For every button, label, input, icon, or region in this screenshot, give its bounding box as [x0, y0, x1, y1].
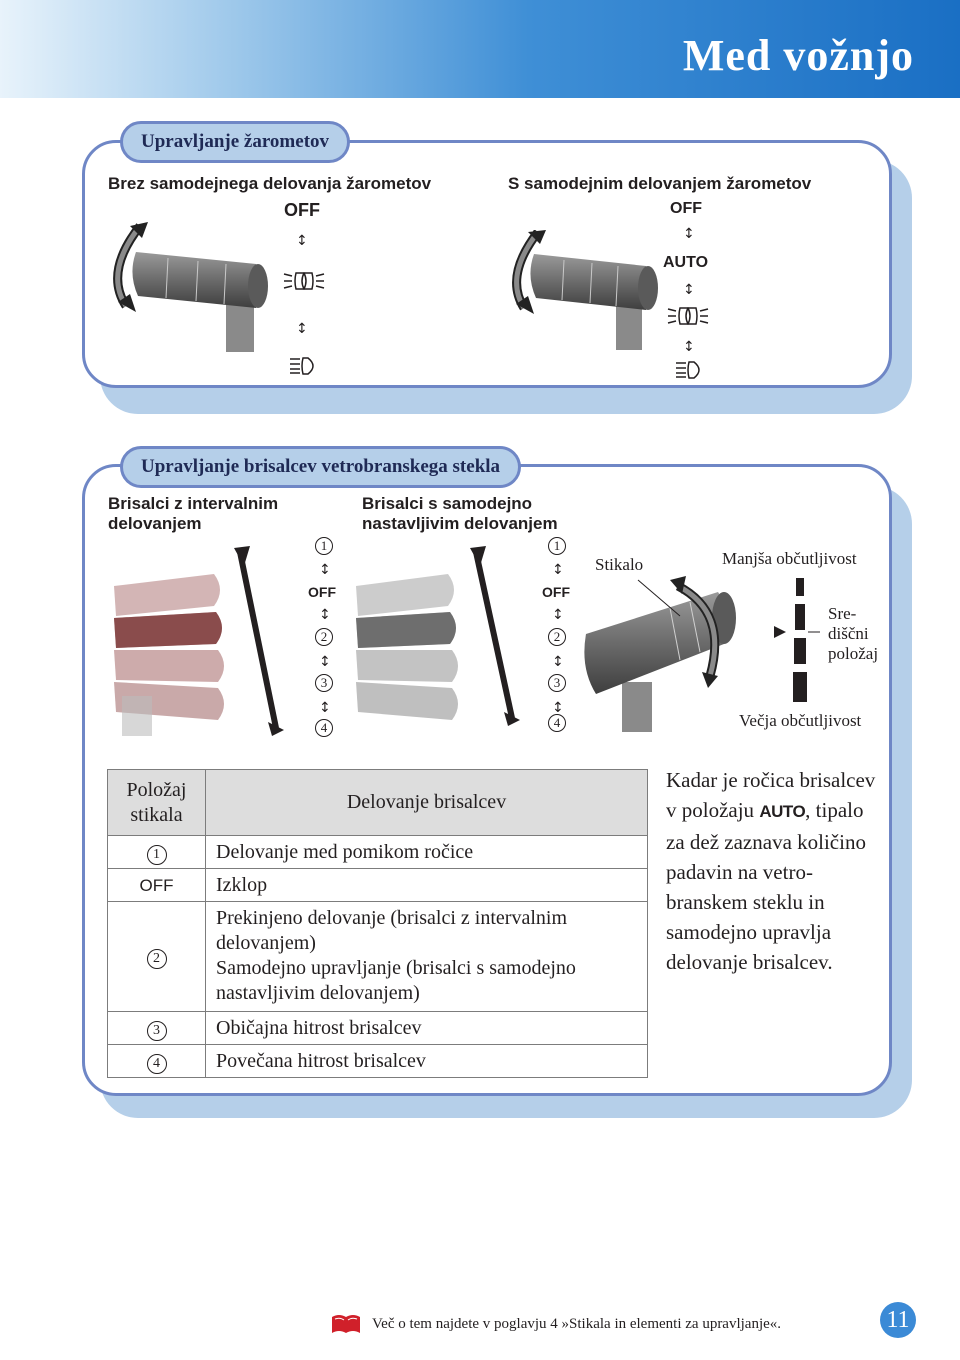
table-row [108, 902, 648, 1012]
sensitivity-scale [770, 578, 820, 702]
wipers-left-subtitle-1: Brisalci z intervalnim [108, 494, 279, 513]
page-number: 11 [880, 1302, 916, 1338]
headlight-right-off-label: OFF [670, 200, 702, 217]
arrow-icon: ↕ [296, 233, 308, 249]
table-row [108, 869, 648, 902]
headlight-stalk-image-left [108, 222, 278, 352]
arrow-icon: ↕ [319, 607, 331, 623]
headlight-right-auto-label: AUTO [663, 254, 709, 271]
headlights-section-title: Upravljanje žarometov [120, 121, 350, 163]
book-icon [330, 1313, 362, 1335]
headlight-icon [288, 356, 320, 376]
parking-light-icon [282, 270, 326, 292]
middle-position-label-3: položaj [828, 644, 879, 663]
wiper-left-pos-4: 4 [315, 719, 333, 737]
arrow-icon: ↕ [552, 607, 564, 623]
header-position-line1: Položaj [126, 778, 187, 801]
wipers-right-subtitle-2: nastavljivim delovanjem [362, 514, 558, 533]
table-cell-operation [206, 902, 648, 1012]
less-sensitivity-label: Manjša občutljivost [722, 549, 857, 568]
table-header-position [108, 770, 206, 836]
position-number: 3 [147, 1021, 167, 1041]
switch-label: Stikalo [595, 555, 644, 574]
arrow-icon: ↕ [319, 562, 331, 578]
table-cell-operation: Izklop [206, 869, 648, 902]
headlight-icon [674, 360, 706, 380]
headlight-stalk-image-right [508, 230, 668, 350]
wiper-left-off-label: OFF [308, 584, 336, 600]
operation-line: nastavljivim delovanjem) [216, 981, 420, 1004]
wiper-positions-table [107, 769, 648, 1078]
middle-position-label-2: diščni [828, 624, 869, 643]
table-header-row [108, 770, 648, 836]
parking-light-icon [666, 305, 710, 327]
position-number: 1 [147, 845, 167, 865]
wiper-right-off-label: OFF [542, 584, 570, 600]
wipers-right-subtitle-1: Brisalci s samodejno [362, 494, 533, 513]
wiper-right-pos-2: 2 [548, 628, 566, 646]
arrow-icon: ↕ [552, 700, 564, 716]
header-position-line2: stikala [130, 803, 183, 826]
wiper-stalk-image-left [104, 546, 294, 736]
wipers-section-title: Upravljanje brisalcev vetrobranskega stekla [120, 446, 521, 488]
wiper-rotary-stalk-image [578, 572, 758, 732]
arrow-icon: ↕ [296, 321, 308, 337]
wiper-stalk-image-middle [348, 546, 528, 726]
description-text-2: , tipalo za dež zaznava količino padavin na vetro-branskem steklu in samodejno upravlja delovanje brisalcev. [666, 798, 866, 974]
page-title: Med vožnjo [682, 31, 914, 80]
operation-line: Prekinjeno delovanje (brisalci z intervalnim [216, 906, 567, 929]
wiper-right-pos-4: 4 [548, 714, 566, 732]
arrow-icon: ↕ [683, 282, 695, 298]
wiper-left-pos-3: 3 [315, 674, 333, 692]
table-row [108, 836, 648, 869]
wiper-left-pos-1: 1 [315, 537, 333, 555]
arrow-icon: ↕ [319, 700, 331, 716]
footer-reference: Več o tem najdete v poglavju 4 »Stikala in elementi za upravljanje«. [372, 1316, 782, 1332]
arrow-icon: ↕ [552, 562, 564, 578]
wiper-right-pos-1: 1 [548, 537, 566, 555]
more-sensitivity-label: Večja občutljivost [739, 711, 862, 730]
arrow-icon: ↕ [319, 654, 331, 670]
headlights-left-subtitle: Brez samodejnega delovanja žarometov [108, 174, 432, 193]
table-row [108, 1012, 648, 1045]
table-cell-operation: Delovanje med pomikom ročice [206, 836, 648, 869]
wiper-right-pos-3: 3 [548, 674, 566, 692]
rain-sensor-description [666, 765, 886, 977]
description-text-1: Kadar je ročica brisalcev v položaju [666, 768, 876, 822]
headlight-left-off-label: OFF [284, 200, 320, 220]
position-number: 4 [147, 1054, 167, 1074]
table-cell-operation: Povečana hitrost brisalcev [206, 1045, 648, 1078]
arrow-icon: ↕ [683, 339, 695, 355]
position-off: OFF [139, 875, 174, 895]
operation-line: Samodejno upravljanje (brisalci s samodejno [216, 956, 576, 979]
wiper-left-pos-2: 2 [315, 628, 333, 646]
table-header-operation: Delovanje brisalcev [206, 770, 648, 836]
headlights-right-subtitle: S samodejnim delovanjem žarometov [508, 174, 812, 193]
table-cell-operation: Običajna hitrost brisalcev [206, 1012, 648, 1045]
table-row [108, 1045, 648, 1078]
arrow-icon: ↕ [552, 654, 564, 670]
position-number: 2 [147, 949, 167, 969]
auto-mode-label: AUTO [759, 802, 806, 821]
wipers-left-subtitle-2: delovanjem [108, 514, 202, 533]
middle-position-label-1: Sre- [828, 604, 857, 623]
operation-line: delovanjem) [216, 931, 316, 954]
arrow-icon: ↕ [683, 226, 695, 242]
